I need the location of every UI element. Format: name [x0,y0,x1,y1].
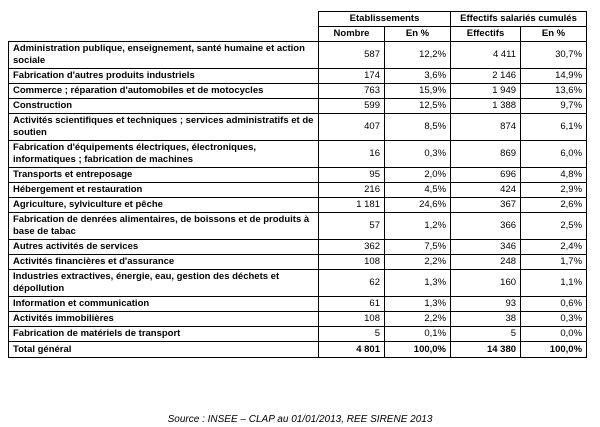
row-pct: 15,9% [385,84,451,99]
row-staff-pct: 13,6% [521,84,587,99]
row-pct: 1,3% [385,297,451,312]
table-row [9,213,587,240]
row-pct: 24,6% [385,198,451,213]
table-body [9,42,587,342]
row-staff: 366 [451,213,521,240]
statistics-table [8,11,587,358]
total-row [9,342,587,358]
row-staff-pct: 9,7% [521,99,587,114]
table-row [9,99,587,114]
row-pct: 12,5% [385,99,451,114]
row-staff: 346 [451,240,521,255]
table-row [9,183,587,198]
row-label: Commerce ; réparation d'automobiles et de motocycles [9,84,319,99]
row-count: 763 [319,84,385,99]
row-count: 1 181 [319,198,385,213]
row-staff-pct: 14,9% [521,69,587,84]
row-staff-pct: 2,4% [521,240,587,255]
row-label: Activités immobilières [9,312,319,327]
table-row [9,297,587,312]
row-staff: 160 [451,270,521,297]
row-staff: 2 146 [451,69,521,84]
table-row [9,84,587,99]
row-staff: 4 411 [451,42,521,69]
row-pct: 8,5% [385,114,451,141]
header-count: Nombre [319,27,385,42]
row-staff-pct: 2,5% [521,213,587,240]
row-label: Activités scientifiques et techniques ; services administratifs et de soutien [9,114,319,141]
table-row [9,312,587,327]
row-staff: 1 388 [451,99,521,114]
header-employees: Effectifs salariés cumulés [451,12,587,27]
row-count: 61 [319,297,385,312]
row-count: 599 [319,99,385,114]
row-label: Fabrication d'équipements électriques, électroniques, informatiques ; fabrication de machines [9,141,319,168]
row-count: 62 [319,270,385,297]
row-staff-pct: 0,0% [521,327,587,342]
total-staff: 14 380 [451,342,521,358]
row-label: Fabrication d'autres produits industriels [9,69,319,84]
row-pct: 2,0% [385,168,451,183]
row-staff-pct: 1,1% [521,270,587,297]
row-label: Activités financières et d'assurance [9,255,319,270]
row-staff-pct: 0,6% [521,297,587,312]
table-row [9,255,587,270]
row-staff: 93 [451,297,521,312]
row-staff: 38 [451,312,521,327]
table-row [9,270,587,297]
row-staff-pct: 6,0% [521,141,587,168]
row-staff-pct: 4,8% [521,168,587,183]
table-row [9,42,587,69]
header-staff: Effectifs [451,27,521,42]
row-staff-pct: 30,7% [521,42,587,69]
row-staff: 5 [451,327,521,342]
row-staff-pct: 2,6% [521,198,587,213]
row-pct: 3,6% [385,69,451,84]
row-pct: 2,2% [385,312,451,327]
row-count: 407 [319,114,385,141]
header-pct-establishments: En % [385,27,451,42]
row-staff: 696 [451,168,521,183]
total-staff-pct: 100,0% [521,342,587,358]
row-staff-pct: 1,7% [521,255,587,270]
row-label: Hébergement et restauration [9,183,319,198]
row-pct: 0,3% [385,141,451,168]
row-staff: 874 [451,114,521,141]
row-count: 57 [319,213,385,240]
row-staff-pct: 0,3% [521,312,587,327]
row-pct: 1,2% [385,213,451,240]
table-row [9,240,587,255]
row-label: Construction [9,99,319,114]
row-staff-pct: 6,1% [521,114,587,141]
row-count: 587 [319,42,385,69]
row-label: Fabrication de denrées alimentaires, de boissons et de produits à base de tabac [9,213,319,240]
row-staff: 1 949 [451,84,521,99]
row-staff: 424 [451,183,521,198]
row-count: 362 [319,240,385,255]
row-pct: 4,5% [385,183,451,198]
table-row [9,198,587,213]
total-count: 4 801 [319,342,385,358]
row-pct: 1,3% [385,270,451,297]
row-label: Information et communication [9,297,319,312]
row-pct: 2,2% [385,255,451,270]
total-label: Total général [9,342,319,358]
row-count: 108 [319,312,385,327]
row-label: Autres activités de services [9,240,319,255]
table-row [9,327,587,342]
row-label: Administration publique, enseignement, santé humaine et action sociale [9,42,319,69]
table-row [9,114,587,141]
header-establishments: Etablissements [319,12,451,27]
source-note: Source : INSEE – CLAP au 01/01/2013, REE SIRENE 2013 [167,414,433,425]
row-count: 16 [319,141,385,168]
table-row [9,141,587,168]
row-label: Transports et entreposage [9,168,319,183]
row-label: Agriculture, sylviculture et pêche [9,198,319,213]
row-label: Industries extractives, énergie, eau, gestion des déchets et dépollution [9,270,319,297]
header-pct-employees: En % [521,27,587,42]
row-staff: 248 [451,255,521,270]
row-count: 174 [319,69,385,84]
row-staff: 869 [451,141,521,168]
row-pct: 12,2% [385,42,451,69]
row-pct: 0,1% [385,327,451,342]
table-row [9,168,587,183]
row-count: 216 [319,183,385,198]
total-pct: 100,0% [385,342,451,358]
row-count: 5 [319,327,385,342]
table-row [9,69,587,84]
row-count: 95 [319,168,385,183]
row-staff-pct: 2,9% [521,183,587,198]
row-count: 108 [319,255,385,270]
row-pct: 7,5% [385,240,451,255]
corner-cell [9,12,319,42]
row-staff: 367 [451,198,521,213]
row-label: Fabrication de matériels de transport [9,327,319,342]
